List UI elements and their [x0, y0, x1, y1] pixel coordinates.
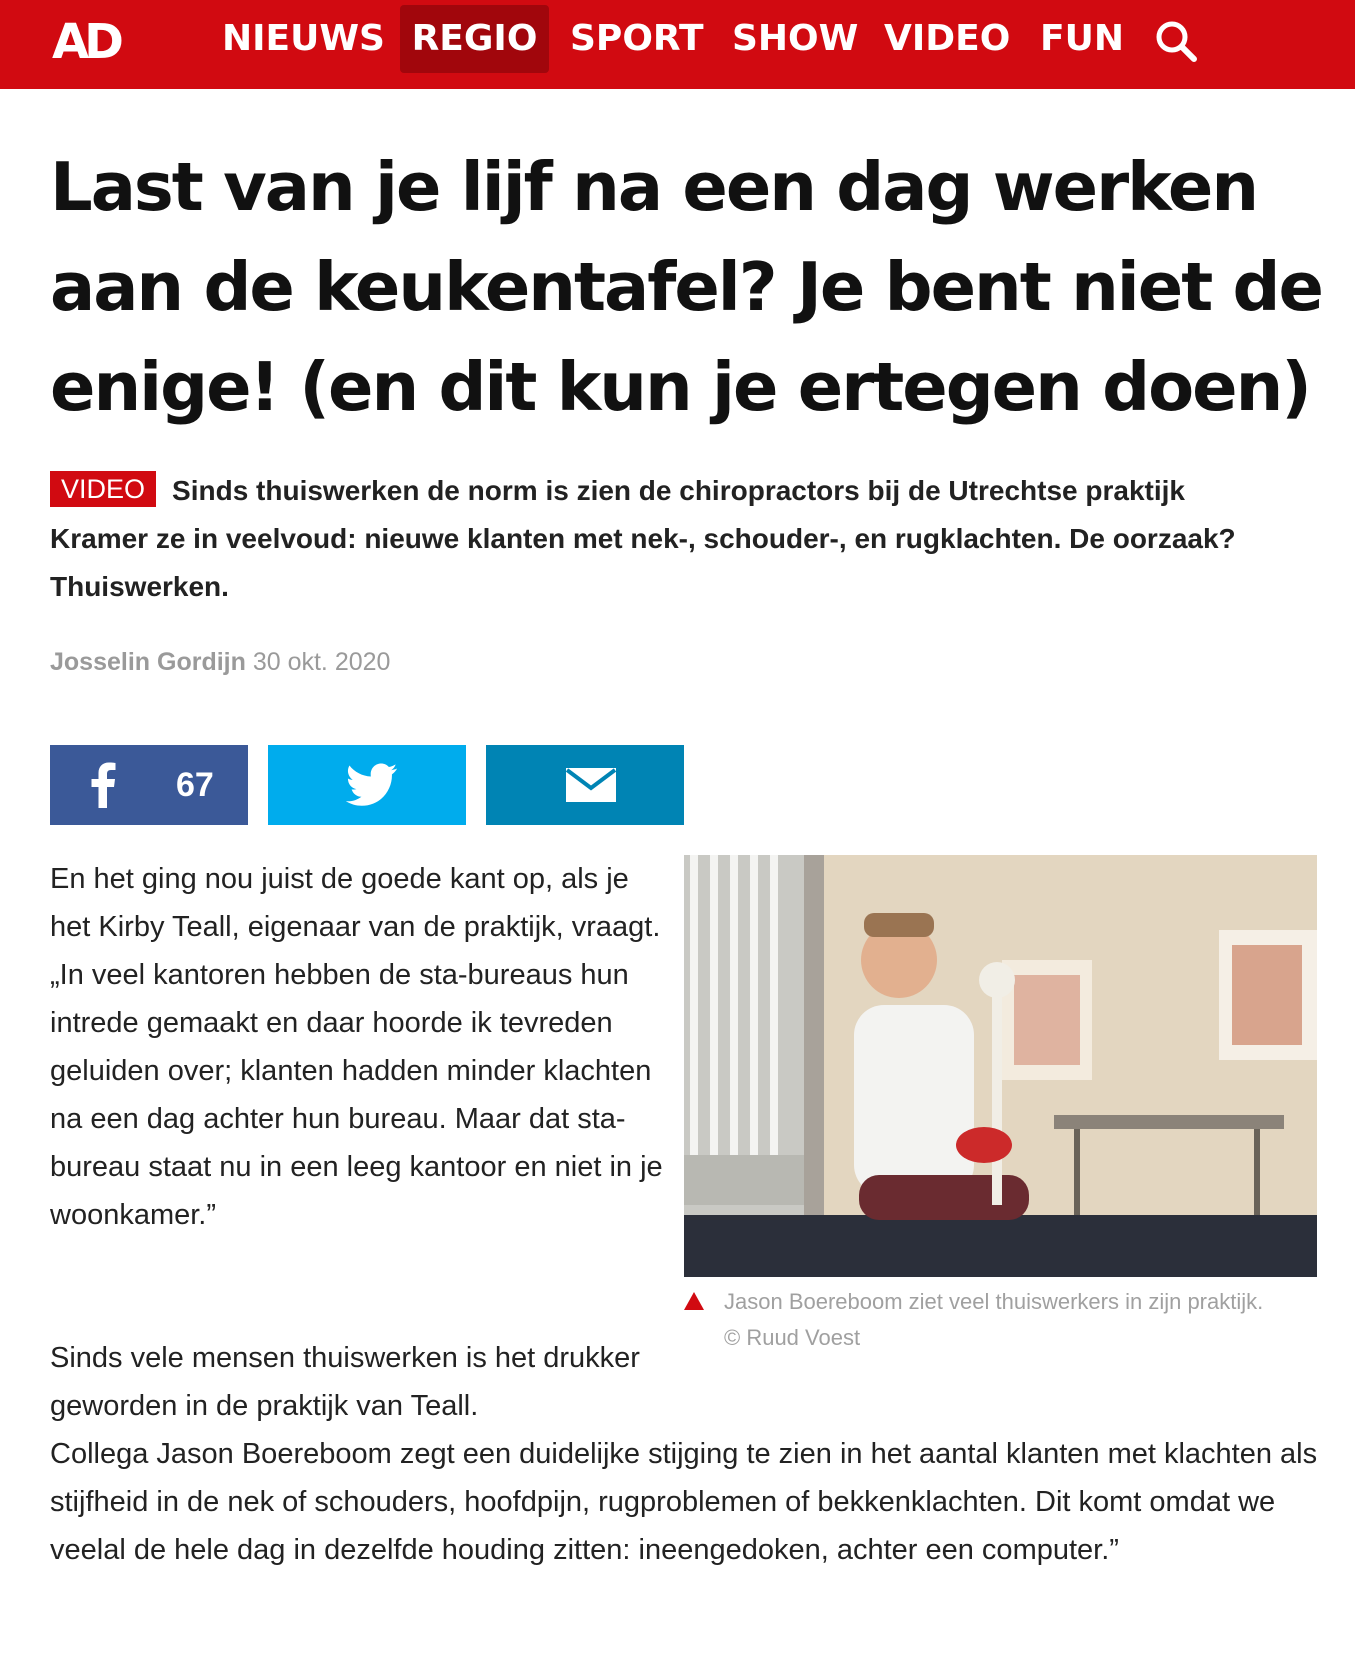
mail-share-button[interactable]	[486, 745, 684, 825]
nav-item-regio[interactable]: REGIO	[400, 5, 549, 73]
facebook-share-count: 67	[176, 766, 214, 804]
photo-credit: © Ruud Voest	[724, 1325, 861, 1350]
twitter-icon	[346, 763, 398, 807]
video-label[interactable]: VIDEO	[50, 471, 156, 507]
author-name[interactable]: Josselin Gordijn	[50, 648, 246, 676]
nav-item-sport[interactable]: SPORT	[570, 18, 704, 59]
article-photo[interactable]	[684, 855, 1317, 1277]
ad-logo[interactable]: AD	[52, 14, 119, 70]
facebook-share-button[interactable]	[50, 745, 248, 825]
caption-text: Jason Boereboom ziet veel thuiswerkers in zijn praktijk.	[724, 1289, 1264, 1314]
mail-icon	[566, 768, 616, 802]
nav-item-fun[interactable]: FUN	[1040, 18, 1124, 59]
chiropractor-photo-illustration	[684, 855, 1317, 1277]
article-paragraph: Collega Jason Boereboom zegt een duidelijke stijging te zien in het aantal klanten met klachten als stijfheid in de nek of schouders, hoofdpijn, rugproblemen of bekkenklachten. Dit komt omdat we veelal de hele dag in dezelfde houding zitten: ineengedoken, achter een computer.”	[50, 1438, 1318, 1566]
byline	[50, 648, 390, 677]
caption-arrow-icon	[684, 1292, 704, 1310]
article-intro	[50, 467, 1280, 611]
top-navigation-bar	[0, 0, 1355, 89]
twitter-share-button[interactable]	[268, 745, 466, 825]
nav-item-show[interactable]: SHOW	[732, 18, 859, 59]
article-paragraph: Sinds vele mensen thuiswerken is het drukker geworden in de praktijk van Teall.	[50, 1342, 640, 1422]
nav-item-video[interactable]: VIDEO	[884, 18, 1011, 59]
article-paragraph: En het ging nou juist de goede kant op, als je het Kirby Teall, eigenaar van de praktijk, vraagt. „In veel kantoren hebben de sta-bureaus hun intrede gemaakt en daar hoorde ik tevreden geluiden over; klanten hadden minder klachten na een dag achter hun bureau. Maar dat sta-bureau staat nu in een leeg kantoor en niet in je woonkamer.”	[50, 863, 663, 1231]
intro-text: Sinds thuiswerken de norm is zien de chiropractors bij de Utrechtse praktijk Kramer ze in veelvoud: nieuwe klanten met nek-, schouder-, en rugklachten. De oorzaak? Thuiswerken.	[50, 475, 1236, 602]
article-headline: Last van je lijf na een dag werken aan de keukentafel? Je bent niet de enige! (en dit kun je ertegen doen)	[50, 148, 1322, 426]
nav-item-nieuws[interactable]: NIEUWS	[222, 18, 385, 59]
search-icon[interactable]	[1153, 18, 1199, 64]
photo-caption	[724, 1284, 1324, 1356]
facebook-icon	[88, 762, 118, 808]
publish-date: 30 okt. 2020	[252, 648, 391, 676]
